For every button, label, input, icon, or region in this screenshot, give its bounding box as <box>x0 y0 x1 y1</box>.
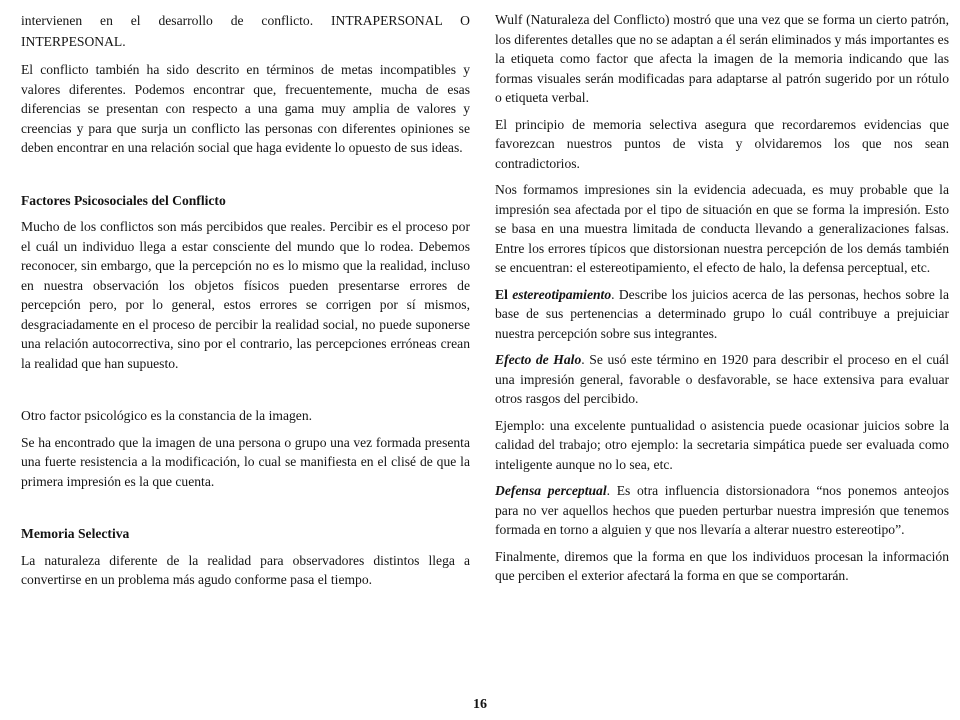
finally-paragraph: Finalmente, diremos que la forma en que los individuos procesan la información que perciben el exterior afectará la forma en que se comportarán. <box>495 548 949 583</box>
factors-heading: Factores Psicosociales del Conflicto <box>21 192 226 208</box>
intro-paragraph: intervienen en el desarrollo de conflicto. INTRAPERSONAL O INTERPESONAL. <box>21 13 470 49</box>
halo-term: Efecto de Halo <box>495 352 582 367</box>
spacer <box>21 380 470 406</box>
impressions-paragraph: Nos formamos impresiones sin la evidencia adecuada, es muy probable que la impresión sea afectada por el tipo de situación en que se forma la impresión. Esto se basa en una muestra limitada de conducta llevando a generalizaciones falsas. Entre los errores típicos que distorsionan nuestra percepción de los demás también se encuentran: el estereotipamiento, el efecto de halo, la defensa perceptual, etc. <box>495 182 949 275</box>
other-factor-paragraph: Otro factor psicológico es la constancia de la imagen. <box>21 408 313 423</box>
spacer <box>21 498 470 524</box>
halo-paragraph <box>495 350 949 409</box>
stereotype-text: . Describe los juicios acerca de las personas, hechos sobre la base de sus pertenencias a determinado grupo lo cuál contribuye a prejuiciar nuestra percepción sobre sus integrantes. <box>495 286 949 341</box>
wulf-paragraph: Wulf (Naturaleza del Conflicto) mostró que una vez que se forma un cierto patrón, los diferentes detalles que no se adaptan a él serán eliminados y más importantes es la etiqueta como factor que afecta la imagen de la memoria indicando que las formas visuales serán modificadas para adaptarse al patrón sugerido por un rótulo o etiqueta verbal. <box>495 12 949 105</box>
right-column <box>495 10 949 593</box>
memory-heading: Memoria Selectiva <box>21 526 130 541</box>
conflict-goals-paragraph: El conflicto también ha sido descrito en términos de metas incompatibles y valores diferentes. Podemos encontrar que, frecuentemente, mucha de esas diferencias se presentan con respecto a una gama muy amplia de valores y creencias y para que surja un conflicto las personas con diferentes opiniones se deben encontrar en una relación social que haga evidente lo opuesto de sus ideas. <box>21 62 470 155</box>
page-number: 16 <box>473 697 487 712</box>
left-column <box>21 10 470 597</box>
reality-nature-paragraph: La naturaleza diferente de la realidad para observadores distintos llega a convertirse en un problema más agudo conforme pasa el tiempo. <box>21 552 470 587</box>
halo-text: . Se usó este término en 1920 para describir el proceso en el cuál una impresión general, favorable o desfavorable, se hace extensiva para evaluar otros rasgos del percibido. <box>495 352 949 406</box>
spacer <box>21 165 470 191</box>
stereotype-paragraph <box>495 285 949 344</box>
stereotype-term: estereotipamiento <box>512 286 612 302</box>
defense-paragraph <box>495 481 949 540</box>
example-paragraph: Ejemplo: una excelente puntualidad o asistencia puede ocasionar juicios sobre la calidad del trabajo; otro ejemplo: la secretaria simpática puede ser evaluada como inteligente aunque no lo sea, etc. <box>495 417 949 472</box>
perception-paragraph: Mucho de los conflictos son más percibidos que reales. Percibir es el proceso por el cuál un individuo llega a estar consciente del mundo que lo rodea. Debemos reconocer, sin embargo, que la percepción no es lo mismo que la realidad, incluso en nuestra observación los objetos físicos pueden presentarse errores de percepción pero, por lo general, estos errores se corrigen por sí mismos, desgraciadamente en el proceso de percibir la realidad social, no puede suponerse una relación autocorrectiva, sino por el contrario, las percepciones erróneas crean la realidad que han supuesto. <box>21 219 470 371</box>
defense-term: Defensa perceptual <box>495 483 607 498</box>
image-resistance-paragraph: Se ha encontrado que la imagen de una persona o grupo una vez formada presenta una fuerte resistencia a la modificación, lo cual se manifiesta en el clisé de que la primera impresión es la que cuenta. <box>21 434 470 489</box>
defense-text: . Es otra influencia distorsionadora “nos ponemos anteojos para no ver aquellos hechos que pueden perturbar nuestra impresión que tenemos formada en torno a alguien y que nos llevaría a alterar nuestro estereotipo”. <box>495 483 949 537</box>
stereotype-article: El <box>495 286 508 302</box>
selective-principle-paragraph: El principio de memoria selectiva asegura que recordaremos evidencias que favorezcan nuestros puntos de vista y olvidaremos los que nos sean contradictorios. <box>495 116 949 171</box>
